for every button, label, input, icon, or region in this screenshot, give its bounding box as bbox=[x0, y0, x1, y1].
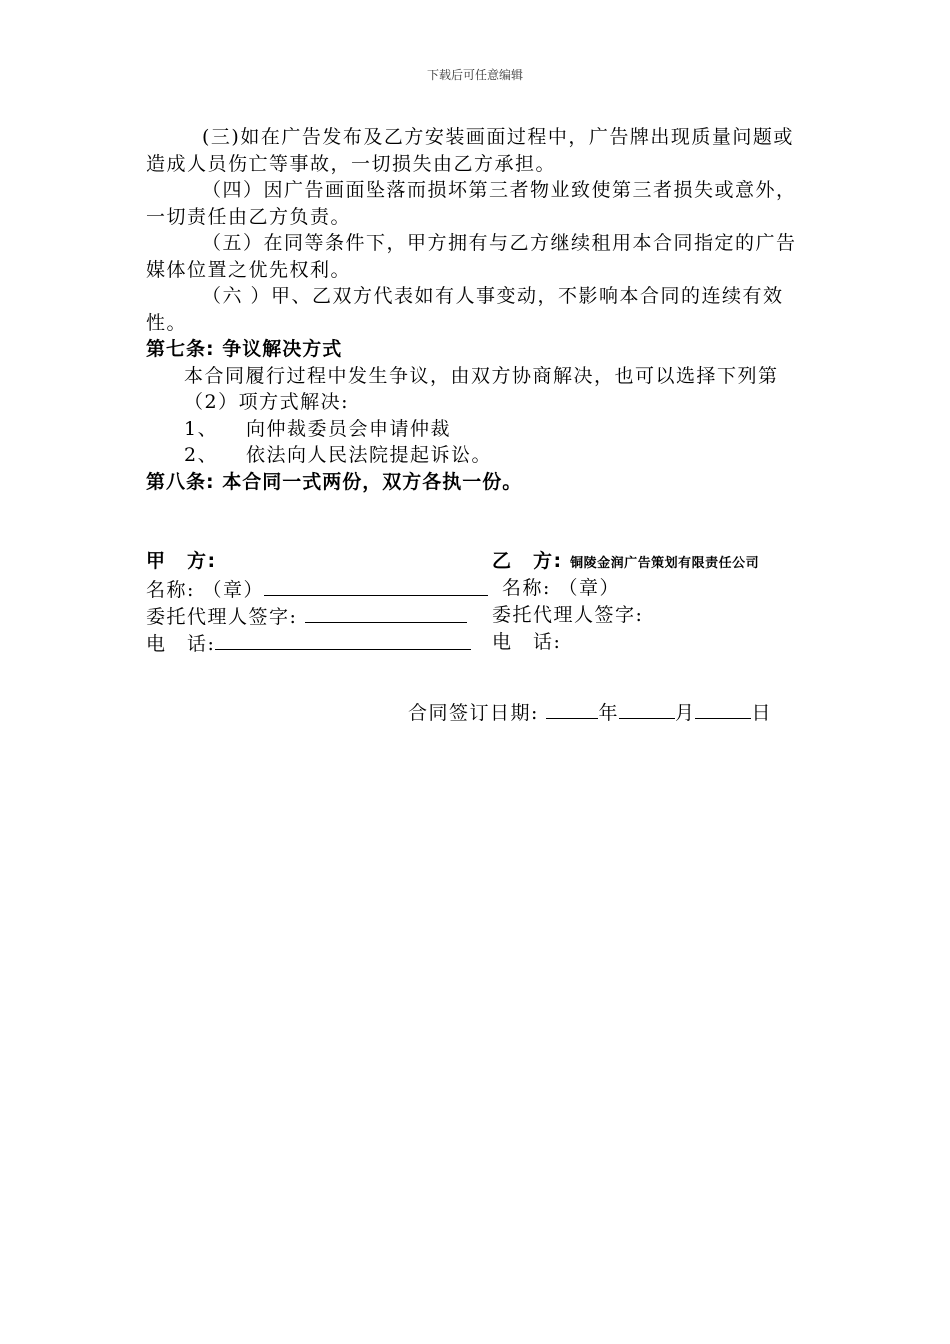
agent-signature-line[interactable] bbox=[305, 602, 467, 623]
party-row bbox=[146, 548, 826, 575]
phone-label: 电 话: bbox=[146, 633, 216, 655]
day-blank[interactable] bbox=[695, 698, 751, 719]
month-blank[interactable] bbox=[619, 698, 675, 719]
party-b-label: 乙 方: bbox=[492, 550, 563, 572]
clause-item-6: （六 ）甲、乙双方代表如有人事变动，不影响本合同的连续有效性。 bbox=[146, 285, 784, 334]
year-blank[interactable] bbox=[546, 698, 598, 719]
month-label: 月 bbox=[674, 702, 696, 724]
page-header: 下载后可任意编辑 bbox=[426, 68, 523, 82]
option-number: 1、 bbox=[184, 417, 219, 440]
party-b-company: 铜陵金润广告策划有限责任公司 bbox=[570, 556, 760, 571]
signing-date bbox=[408, 698, 772, 725]
name-label: 名称: （章） bbox=[146, 579, 264, 601]
party-a-phone bbox=[146, 629, 471, 658]
article-7-title: 第七条: 争议解决方式 bbox=[146, 338, 343, 360]
option-number: 2、 bbox=[184, 444, 219, 466]
list-item bbox=[146, 442, 812, 469]
name-signature-line[interactable] bbox=[264, 575, 488, 596]
year-label: 年 bbox=[598, 702, 619, 724]
option-text: 向仲裁委员会申请仲裁 bbox=[246, 417, 452, 440]
contract-body bbox=[146, 124, 812, 495]
party-a-agent bbox=[146, 602, 467, 631]
agent-row bbox=[146, 602, 826, 629]
article-8-title: 第八条: 本合同一式两份，双方各执一份。 bbox=[146, 470, 523, 493]
party-b-phone-label: 电 话: bbox=[492, 631, 562, 653]
agent-label: 委托代理人签字: bbox=[146, 606, 298, 628]
party-a-label: 甲 方: bbox=[146, 550, 217, 572]
phone-row bbox=[146, 629, 826, 656]
list-item bbox=[146, 416, 812, 443]
party-b-agent-label: 委托代理人签字: bbox=[492, 604, 644, 626]
day-label: 日 bbox=[751, 702, 772, 724]
name-row bbox=[146, 575, 826, 602]
phone-line[interactable] bbox=[215, 629, 471, 650]
date-label: 合同签订日期: bbox=[408, 702, 539, 724]
signature-block bbox=[146, 548, 826, 656]
party-b bbox=[492, 548, 759, 577]
article-7-body: 本合同履行过程中发生争议，由双方协商解决，也可以选择下列第（2）项方式解决: bbox=[184, 364, 779, 413]
clause-item-4: （四）因广告画面坠落而损坏第三者物业致使第三者损失或意外，一切责任由乙方负责。 bbox=[146, 179, 797, 228]
clause-item-5: （五）在同等条件下，甲方拥有与乙方继续租用本合同指定的广告媒体位置之优先权利。 bbox=[146, 232, 797, 281]
party-a-name bbox=[146, 575, 488, 604]
clause-item-3: (三)如在广告发布及乙方安装画面过程中，广告牌出现质量问题或造成人员伤亡等事故，一切损失由乙方承担。 bbox=[146, 126, 794, 175]
option-text: 依法向人民法院提起诉讼。 bbox=[246, 444, 493, 466]
party-b-name-label: 名称: （章） bbox=[502, 577, 620, 599]
